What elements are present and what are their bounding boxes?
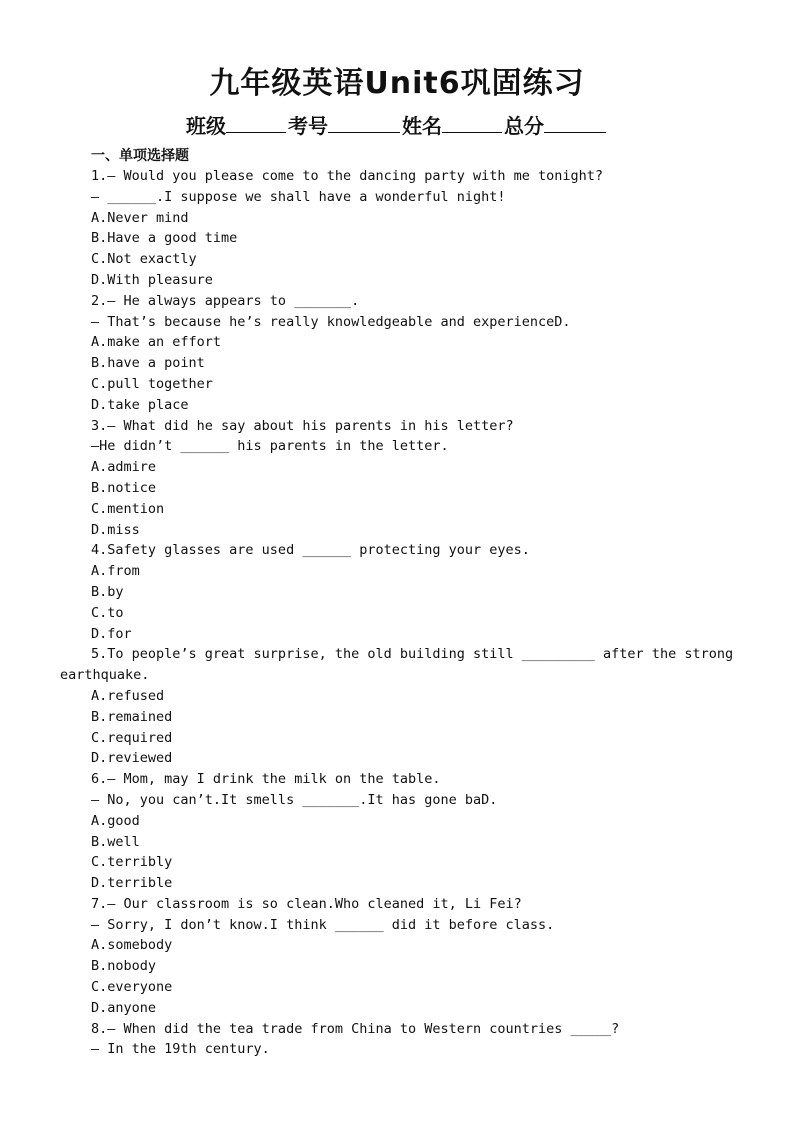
page-title: 九年级英语Unit6巩固练习 (209, 66, 585, 101)
option-a: A.somebody (91, 937, 173, 954)
question (91, 894, 741, 1019)
option-c: C.required (91, 729, 173, 746)
option-c: C.to (91, 604, 124, 621)
question (91, 166, 741, 291)
question (91, 540, 741, 644)
option-d: D.terrible (91, 875, 173, 892)
option-a: A.Never mind (91, 209, 189, 226)
question (60, 644, 741, 769)
score-blank[interactable] (544, 114, 606, 133)
question-stem: 5.To people’s great surprise, the old building still _________ after the strong (91, 646, 734, 663)
option-d: D.anyone (91, 999, 157, 1016)
class-blank[interactable] (226, 114, 286, 133)
option-b: B.well (91, 833, 140, 850)
question-stem: 7.— Our classroom is so clean.Who cleaned it, Li Fei? (91, 895, 522, 912)
question-stem: 3.— What did he say about his parents in his letter? (91, 417, 514, 434)
option-c: C.pull together (91, 375, 213, 392)
option-a: A.from (91, 563, 140, 580)
exam-no-blank[interactable] (328, 114, 400, 133)
question-stem: — In the 19th century. (91, 1041, 270, 1058)
option-c: C.Not exactly (91, 251, 197, 268)
option-b: B.nobody (91, 958, 157, 975)
question-stem: 1.— Would you please come to the dancing party with me tonight? (91, 168, 604, 184)
option-c: C.terribly (91, 854, 173, 871)
option-d: D.take place (91, 396, 189, 413)
option-b: B.remained (91, 708, 173, 725)
question-stem: — That’s because he’s really knowledgeable and experienceD. (91, 313, 571, 330)
exam-no-label: 考号 (288, 114, 328, 138)
option-a: A.admire (91, 459, 157, 476)
option-a: A.refused (91, 687, 165, 704)
question (91, 291, 741, 416)
option-a: A.good (91, 812, 140, 829)
option-d: D.reviewed (91, 750, 173, 767)
option-d: D.miss (91, 521, 140, 538)
name-label: 姓名 (402, 114, 442, 138)
option-d: D.for (91, 625, 132, 642)
student-info-line (0, 110, 794, 139)
option-c: C.everyone (91, 979, 173, 996)
question (91, 769, 741, 894)
question-stem: —He didn’t ______ his parents in the letter. (91, 438, 449, 455)
question-stem: 6.— Mom, may I drink the milk on the table. (91, 771, 441, 788)
score-label: 总分 (504, 114, 544, 138)
section-title: 一、单项选择题 (91, 148, 189, 164)
option-b: B.Have a good time (91, 230, 238, 247)
option-d: D.With pleasure (91, 271, 213, 288)
question-stem: — No, you can’t.It smells _______.It has gone baD. (91, 791, 498, 808)
question (91, 1019, 741, 1061)
question-stem-continuation: earthquake. (60, 667, 150, 684)
question-stem: — Sorry, I don’t know.I think ______ did it before class. (91, 916, 555, 933)
class-label: 班级 (186, 114, 226, 138)
name-blank[interactable] (442, 114, 502, 133)
question-stem: 4.Safety glasses are used ______ protecting your eyes. (91, 542, 530, 559)
option-a: A.make an effort (91, 334, 222, 351)
option-c: C.mention (91, 500, 165, 517)
option-b: B.by (91, 583, 124, 600)
option-b: B.have a point (91, 355, 205, 372)
question-list (60, 166, 741, 1060)
question-stem: 8.— When did the tea trade from China to Western countries _____? (91, 1020, 620, 1037)
question-stem: 2.— He always appears to _______. (91, 292, 360, 309)
option-b: B.notice (91, 479, 157, 496)
question (91, 416, 741, 541)
question-stem: — ______.I suppose we shall have a wonderful night! (91, 188, 506, 205)
